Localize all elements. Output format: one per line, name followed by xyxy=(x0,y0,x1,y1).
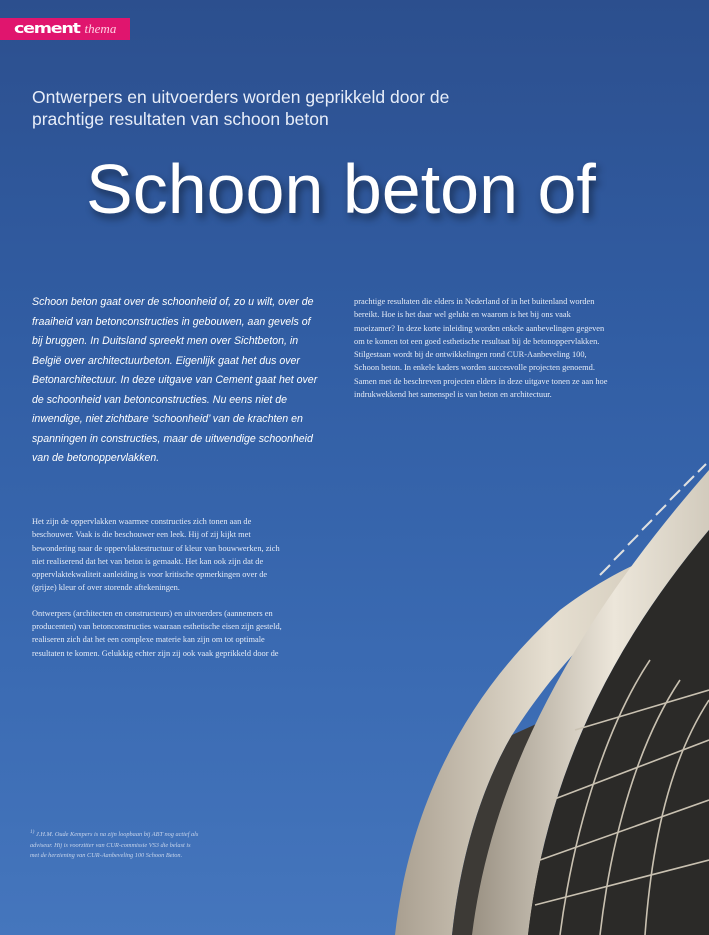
body-column-left xyxy=(32,515,284,672)
magazine-logo: cement xyxy=(14,21,80,37)
author-footnote xyxy=(30,827,200,862)
section-label: thema xyxy=(84,21,117,36)
article-title: Schoon beton of xyxy=(86,150,596,228)
footnote-marker: 1) xyxy=(30,829,35,835)
footnote-text: J.H.M. Oude Kempers is na zijn loopbaan bij ABT nog actief als adviseur. Hij is voorzitter van CUR-commissie VS3 die belast is met de herziening van CUR-Aanbeveling 100 Schoon Beton. xyxy=(30,831,199,860)
body-column-right xyxy=(354,295,608,413)
section-tag xyxy=(0,18,130,40)
body-paragraph: Het zijn de oppervlakken waarmee constructies zich tonen aan de beschouwer. Vaak is die beschouwer een leek. Hij of zij kijkt met bewondering naar de oppervlaktestructuur of kleur van bouwwerken, zich niet realiserend dat het van beton is gemaakt. Het kan ook zijn dat de oppervlaktekwaliteit aanleiding is voor kritische opmerkingen over de (grijze) kleur of over storende aftekeningen. xyxy=(32,517,280,593)
body-paragraph: prachtige resultaten die elders in Nederland of in het buitenland worden bereikt. Hoe is het daar wel gelukt en waarom is het bij ons vaak moeizamer? In deze korte inleiding worden enkele aanbevelingen gegeven om te komen tot een goed esthetische resultaat bij de betonoppervlakken. Stilgestaan wordt bij de ontwikkelingen rond CUR-Aanbeveling 100, Schoon beton. In enkele kaders worden succesvolle projecten genoemd. Samen met de beschreven projecten elders in deze uitgave tonen ze aan hoe indrukwekkend het samenspel is van beton en architectuur. xyxy=(354,297,608,400)
lead-paragraph: Schoon beton gaat over de schoonheid of, zo u wilt, over de fraaiheid van betonconstructies in gebouwen, aan gevels of bij bruggen. In Duitsland spreekt men over Sichtbeton, in België over architectuurbeton. Eigenlijk gaat het dus over Betonarchitectuur. In deze uitgave van Cement gaat het over de schoonheid van betonconstructies. Nu eens niet de inwendige, niet zichtbare ‘schoonheid’ van de krachten en spanningen in constructies, maar de uitwendige schoonheid van de betonoppervlakken. xyxy=(32,296,318,464)
article-subtitle: Ontwerpers en uitvoerders worden geprikkeld door de prachtige resultaten van schoon beton xyxy=(32,87,450,129)
body-paragraph: Ontwerpers (architecten en constructeurs) en uitvoerders (aannemers en producenten) van betonconstructies waaraan esthetische eisen zijn gesteld, realiseren zich dat het een complexe materie kan zijn om tot optimale resultaten te komen. Gelukkig echter zijn zij ook vaak geprikkeld door de xyxy=(32,608,282,658)
